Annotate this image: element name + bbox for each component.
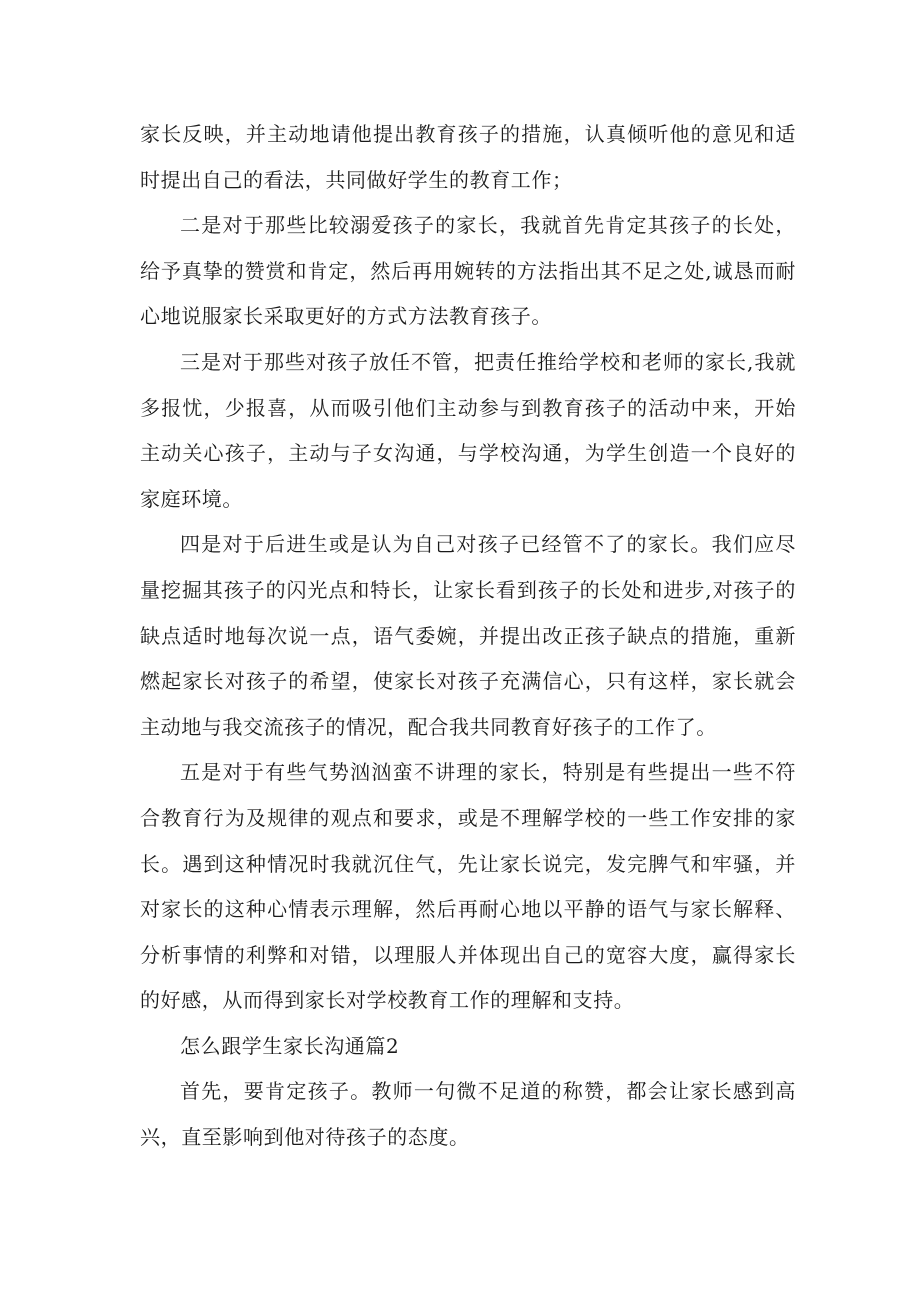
paragraph-first-point: 首先，要肯定孩子。教师一句微不足道的称赞，都会让家长感到高兴，直至影响到他对待孩子的态度。 (140, 1079, 796, 1150)
paragraph-point-three: 三是对于那些对孩子放任不管，把责任推给学校和老师的家长,我就多报忧，少报喜，从而吸引他们主动参与到教育孩子的活动中来，开始主动关心孩子，主动与子女沟通，与学校沟通，为学生创造一个良好的家庭环境。 (140, 349, 796, 511)
section-heading: 怎么跟学生家长沟通篇2 (180, 1033, 400, 1058)
paragraph-point-two: 二是对于那些比较溺爱孩子的家长，我就首先肯定其孩子的长处，给予真挚的赞赏和肯定，然后再用婉转的方法指出其不足之处,诚恳而耐心地说服家长采取更好的方式方法教育孩子。 (140, 213, 796, 329)
paragraph-point-five: 五是对于有些气势汹汹蛮不讲理的家长，特别是有些提出一些不符合教育行为及规律的观点和要求，或是不理解学校的一些工作安排的家长。遇到这种情况时我就沉住气，先让家长说完，发完脾气和牢骚，并对家长的这种心情表示理解，然后再耐心地以平静的语气与家长解释、分析事情的利弊和对错，以理服人并体现出自己的宽容大度，赢得家长的好感，从而得到家长对学校教育工作的理解和支持。 (140, 760, 796, 1013)
paragraph-point-four: 四是对于后进生或是认为自己对孩子已经管不了的家长。我们应尽量挖掘其孩子的闪光点和特长，让家长看到孩子的长处和进步,对孩子的缺点适时地每次说一点，语气委婉，并提出改正孩子缺点的措施，重新燃起家长对孩子的希望，使家长对孩子充满信心，只有这样，家长就会主动地与我交流孩子的情况，配合我共同教育好孩子的工作了。 (140, 532, 796, 739)
document-body (140, 112, 796, 1161)
paragraph-continuation: 家长反映，并主动地请他提出教育孩子的措施，认真倾听他的意见和适时提出自己的看法，共同做好学生的教育工作； (140, 122, 796, 192)
